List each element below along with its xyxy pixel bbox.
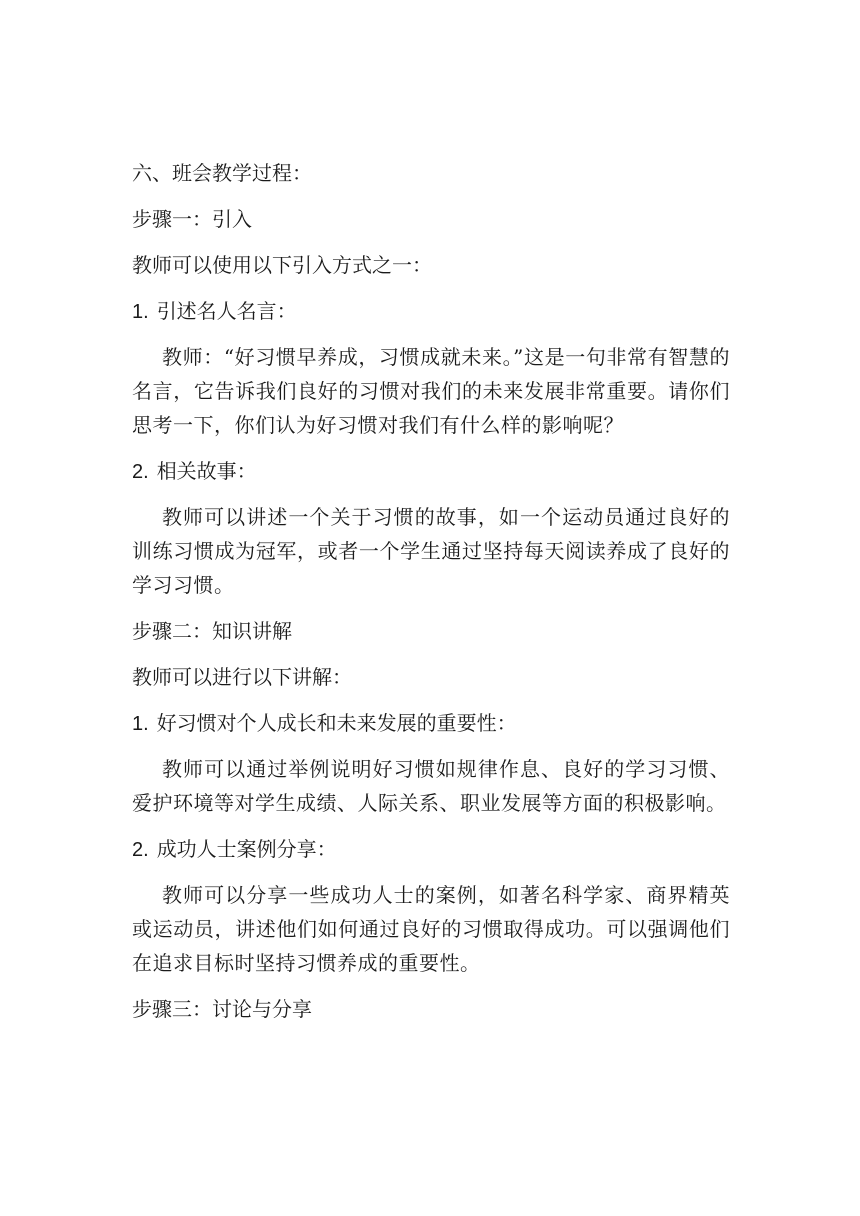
step1-intro: 教师可以使用以下引入方式之一： (132, 253, 432, 277)
step1-item1-heading (132, 294, 730, 340)
step2-item1-paragraph: 教师可以通过举例说明好习惯如规律作息、良好的学习习惯、爱护环境等对学生成绩、人际关系、职业发展等方面的积极影响。 (132, 757, 730, 815)
list-number: 1. (132, 301, 149, 323)
list-number: 2. (132, 839, 149, 861)
step2-item1-heading (132, 706, 730, 752)
step1-item2-paragraph: 教师可以讲述一个关于习惯的故事，如一个运动员通过良好的训练习惯成为冠军，或者一个学生通过坚持每天阅读养成了良好的学习习惯。 (132, 505, 730, 597)
list-number: 2. (132, 461, 149, 483)
step2-item2-heading (132, 832, 730, 878)
list-item-title: 相关故事： (156, 459, 257, 483)
step1-item1-paragraph: 教师：“好习惯早养成，习惯成就未来。”这是一句非常有智慧的名言，它告诉我们良好的习惯对我们的未来发展非常重要。请你们思考一下，你们认为好习惯对我们有什么样的影响呢？ (132, 345, 730, 437)
document-body (132, 156, 730, 1038)
step2-item2-paragraph: 教师可以分享一些成功人士的案例，如著名科学家、商界精英或运动员，讲述他们如何通过良好的习惯取得成功。可以强调他们在追求目标时坚持习惯养成的重要性。 (132, 883, 730, 975)
step1-heading: 步骤一：引入 (132, 207, 252, 231)
list-item-title: 引述名人名言： (156, 299, 297, 323)
step3-heading: 步骤三：讨论与分享 (132, 997, 312, 1021)
list-number: 1. (132, 713, 149, 735)
list-item-title: 好习惯对个人成长和未来发展的重要性： (156, 711, 517, 735)
section-title: 六、班会教学过程： (132, 161, 312, 185)
step1-item2-heading (132, 454, 730, 500)
step2-intro: 教师可以进行以下讲解： (132, 665, 352, 689)
list-item-title: 成功人士案例分享： (156, 837, 337, 861)
step2-heading: 步骤二：知识讲解 (132, 619, 292, 643)
